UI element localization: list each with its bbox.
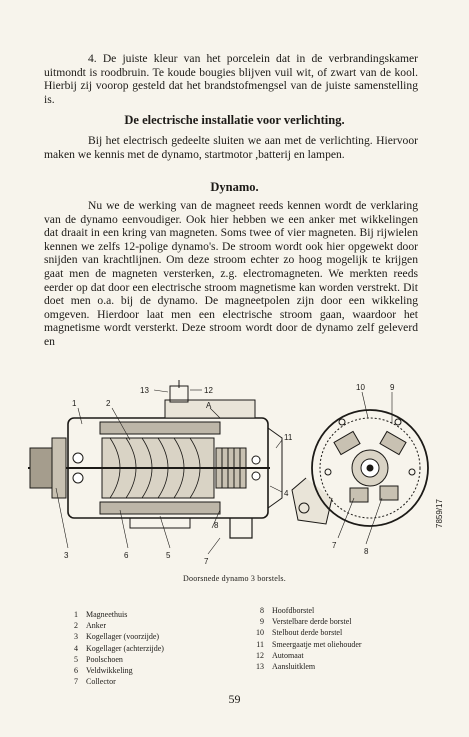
legend-num: 13	[256, 662, 264, 672]
callout-6: 6	[124, 551, 129, 560]
dynamo-cross-section-figure	[20, 378, 452, 568]
legend-item	[248, 639, 362, 650]
legend-label: Smeergaatje met oliehouder	[272, 639, 362, 649]
legend-item	[248, 616, 362, 627]
legend-num: 3	[74, 632, 78, 642]
legend-item	[62, 631, 164, 642]
legend-item	[248, 661, 362, 672]
legend-item	[62, 609, 164, 620]
callout-12: 12	[204, 386, 213, 395]
callout-5: 5	[166, 551, 171, 560]
callout-8: 8	[214, 521, 219, 530]
callout-11: 11	[284, 433, 293, 442]
legend-num: 5	[74, 654, 78, 664]
legend-num: 12	[256, 650, 264, 660]
section-paragraph: Bij het electrisch gedeelte sluiten we aan met de verlichting. Hiervoor maken we kennis met de dynamo, startmotor ,batterij en lampen.	[44, 134, 418, 161]
callout-8-end: 8	[364, 547, 369, 556]
legend-num: 11	[256, 639, 264, 649]
callout-2: 2	[106, 399, 111, 408]
figure-side-code: 7859/17	[435, 499, 444, 528]
callout-A: A	[206, 401, 212, 410]
legend-left	[62, 609, 164, 687]
callout-9: 9	[390, 383, 395, 392]
intro-paragraph: 4. De juiste kleur van het porcelein dat in de verbrandingskamer uitmondt is roodbruin. Te koude bougies blijven vuil wit, of zwart van de kool. Hierbij zij voorop gesteld dat het brandstofmengsel van de juiste samenstelling is.	[44, 52, 418, 106]
legend-item	[62, 665, 164, 676]
legend-item	[62, 643, 164, 654]
legend-num: 2	[74, 621, 78, 631]
section-heading: De electrische installatie voor verlichting.	[124, 113, 345, 127]
legend-label: Automaat	[272, 650, 304, 660]
callout-7-end: 7	[332, 541, 337, 550]
legend-item	[248, 627, 362, 638]
legend-item	[248, 650, 362, 661]
callout-7: 7	[204, 557, 209, 566]
legend-label: Magneethuis	[86, 610, 128, 619]
legend-num: 1	[74, 610, 78, 619]
legend-label: Anker	[86, 621, 106, 631]
callout-3: 3	[64, 551, 69, 560]
legend-label: Veldwikkeling	[86, 666, 133, 676]
legend-item	[62, 654, 164, 665]
legend-label: Verstelbare derde borstel	[272, 617, 352, 627]
legend-item	[248, 605, 362, 616]
legend-label: Poolschoen	[86, 654, 123, 664]
legend-item	[62, 676, 164, 687]
legend-num: 8	[260, 606, 264, 615]
dynamo-paragraph: Nu we de werking van de magneet reeds kennen wordt de verklaring van de dynamo eenvoudiger. Ook hier hebben we een anker met wikkelingen dat draait in een kring van magneten. Soms twee of vier magneten. Bij rijwielen kennen we zelfs 12-polige dynamo's. De stroom wordt ook hier opgewekt door snijden van krachtlijnen. Om deze stroom echter zo hoog mogelijk te krijgen gaat men de magneten versterken, z.g. electromagneten. We merkten reeds eerder op dat door een electrische stroom magnetisme kan worden verstrekt. Dit doet men o.a. bij de dynamo. De magneetpolen zijn door een wikkeling omgeven. Hierdoor laat men een electrische stroom gaan, waardoor het magnetisme wordt versterkt. Deze stroom wordt door de dynamo zelf geleverd en	[44, 199, 418, 348]
callout-4: 4	[284, 489, 289, 498]
legend-label: Collector	[86, 677, 116, 687]
legend-label: Kogellager (achterzijde)	[86, 643, 164, 653]
legend-right	[248, 605, 362, 672]
end-view-drawing	[292, 410, 428, 526]
page-number: 59	[228, 692, 241, 706]
legend-num: 4	[74, 643, 78, 653]
legend-label: Hoofdborstel	[272, 606, 315, 615]
legend-num: 9	[260, 617, 264, 627]
callout-1: 1	[72, 399, 77, 408]
legend-label: Kogellager (voorzijde)	[86, 632, 160, 642]
legend-num: 10	[256, 628, 264, 638]
subheading: Dynamo.	[210, 180, 259, 194]
callout-10: 10	[356, 383, 365, 392]
legend-label: Stelbout derde borstel	[272, 628, 343, 638]
legend-num: 6	[74, 666, 78, 676]
callout-13: 13	[140, 386, 149, 395]
legend-num: 7	[74, 677, 78, 687]
figure-caption: Doorsnede dynamo 3 borstels.	[183, 574, 286, 583]
legend-label: Aansluitklem	[272, 662, 316, 672]
legend-item	[62, 620, 164, 631]
longitudinal-section-drawing	[28, 380, 282, 538]
